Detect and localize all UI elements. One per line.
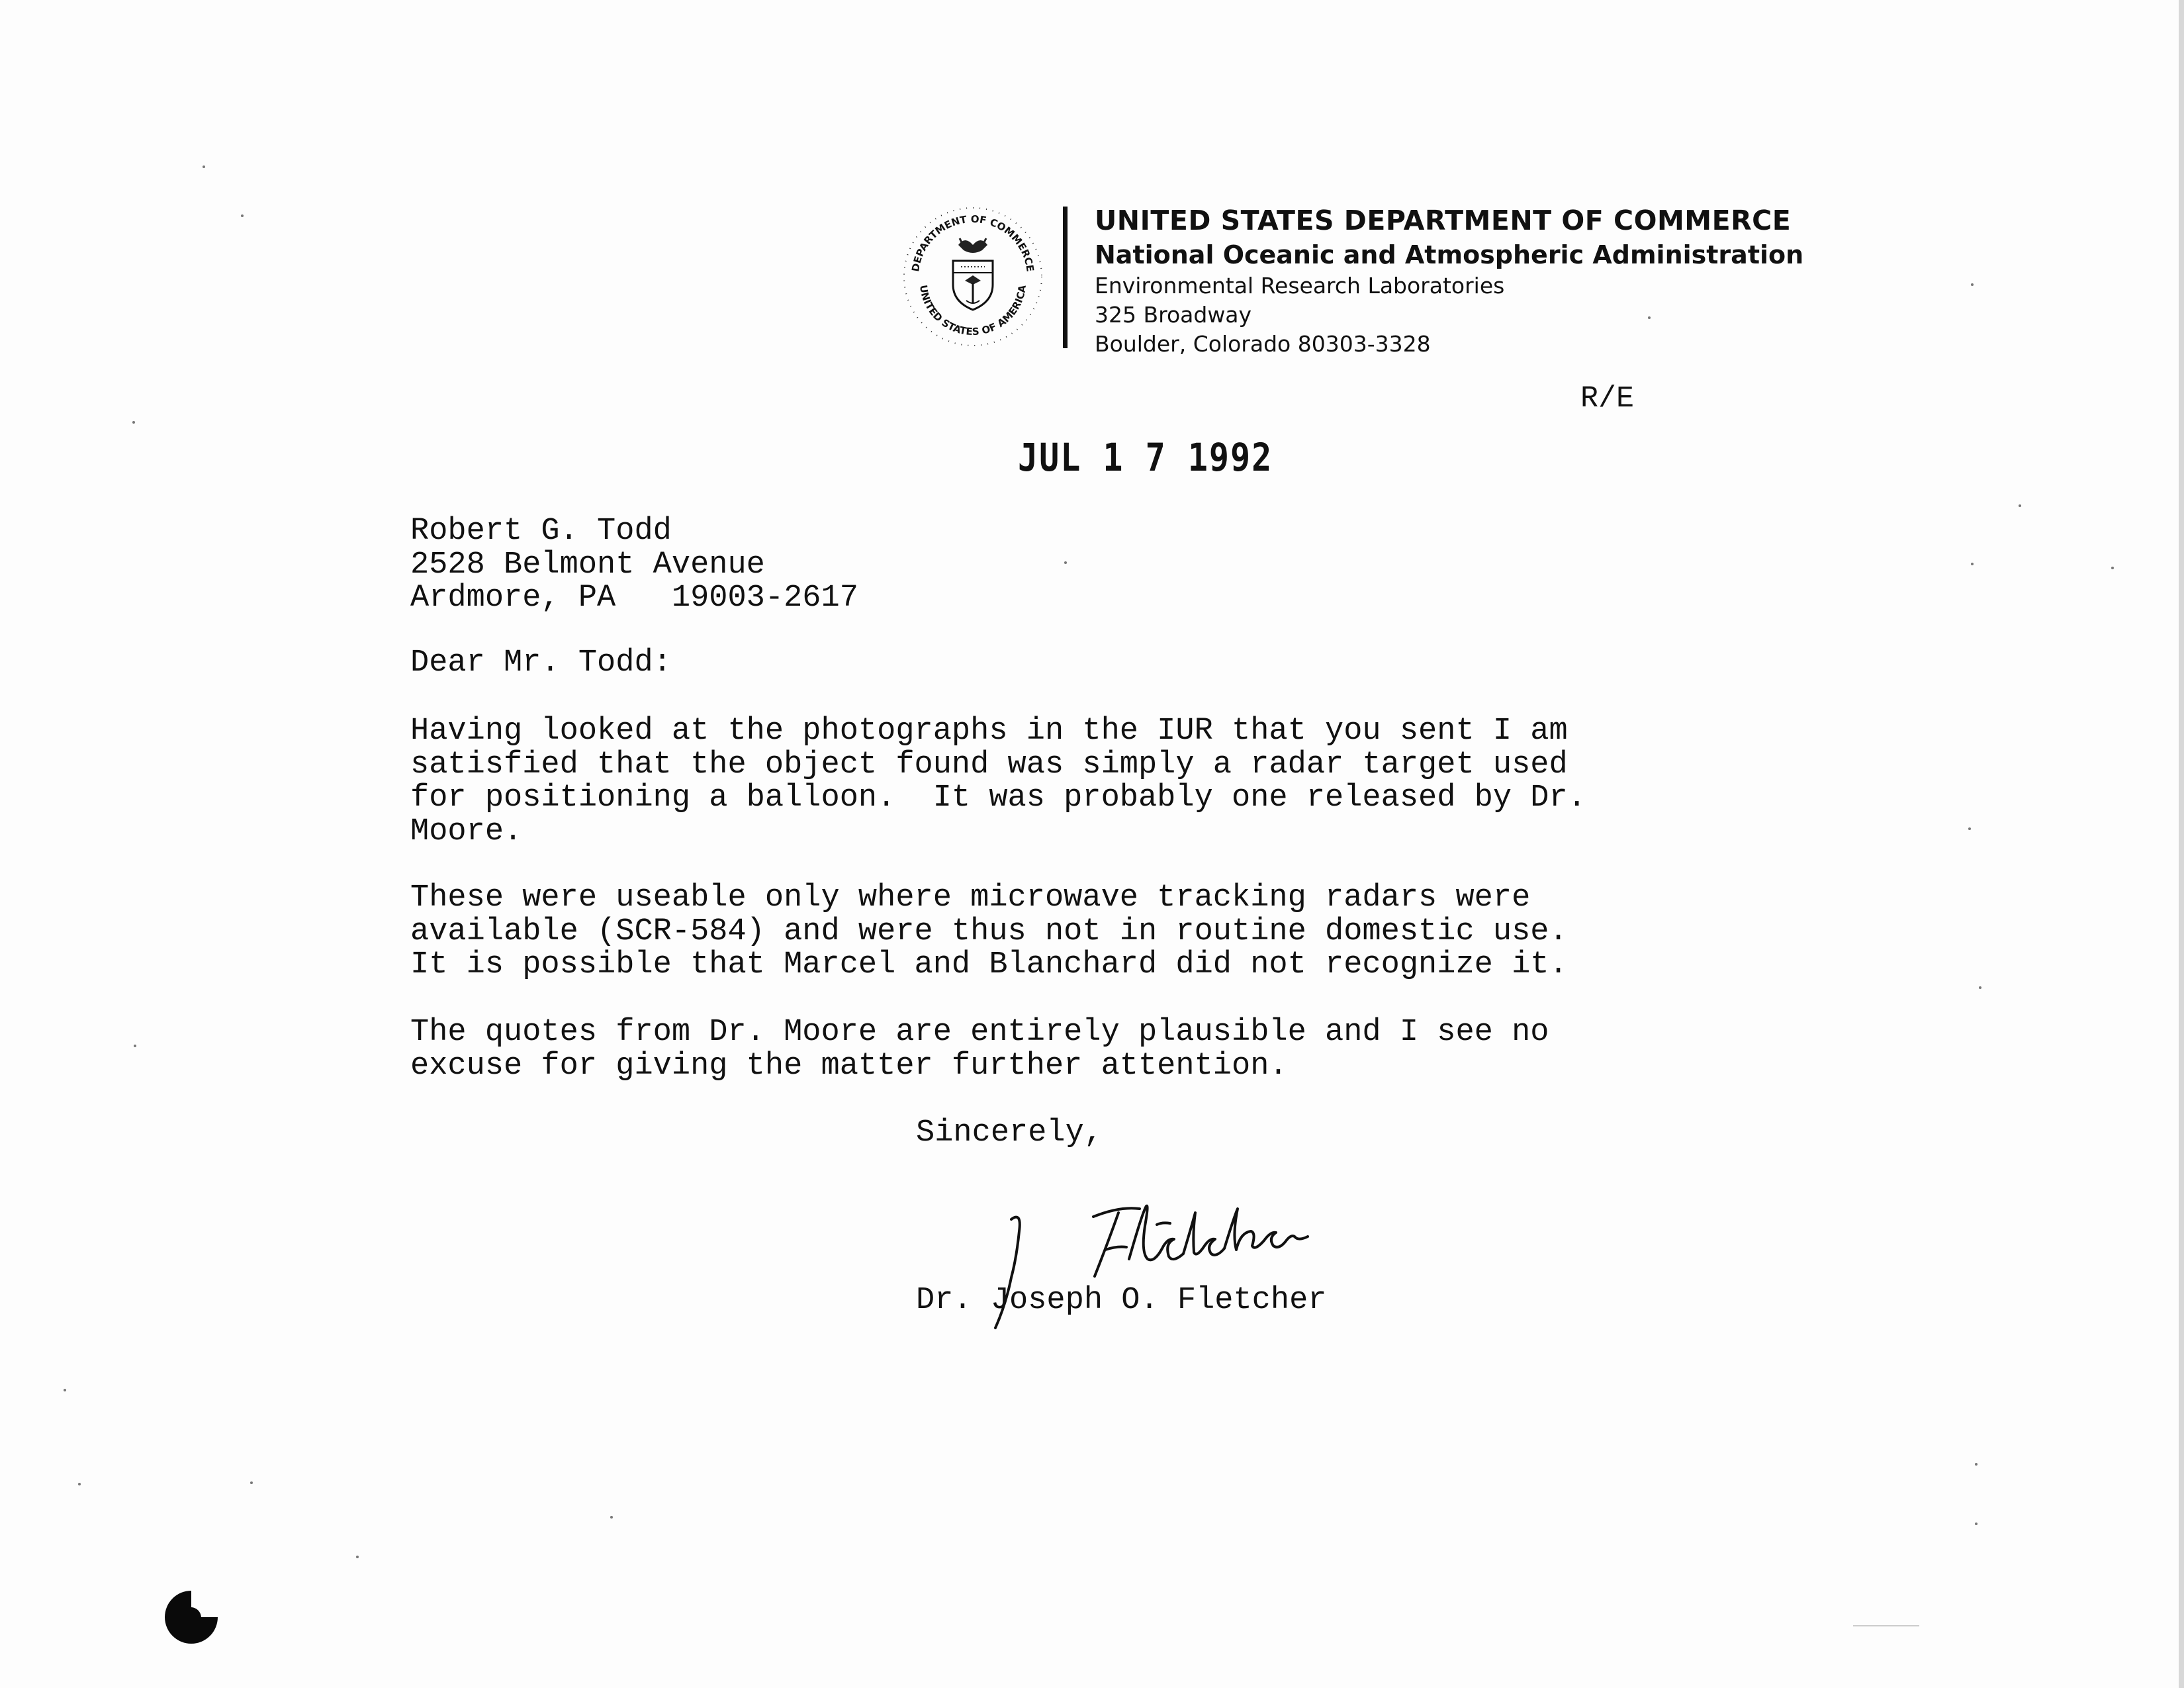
addressee-street: 2528 Belmont Avenue (410, 547, 765, 583)
addressee-city: Ardmore, PA 19003-2617 (410, 581, 858, 616)
scan-speck (1968, 827, 1971, 830)
scan-speck (1648, 316, 1651, 319)
paragraph-3: The quotes from Dr. Moore are entirely plausible and I see no excuse for giving the matter further attention. (410, 1015, 1549, 1084)
scan-speck (1975, 1463, 1978, 1466)
scan-speck (2019, 504, 2021, 507)
letterhead (1095, 203, 1803, 359)
scan-speck (241, 214, 244, 217)
scan-speck (1971, 563, 1974, 565)
office-city: Boulder, Colorado 80303-3328 (1095, 331, 1431, 357)
punch-hole-mark (161, 1587, 221, 1647)
agency-name: National Oceanic and Atmospheric Administration (1095, 240, 1804, 269)
office-street: 325 Broadway (1095, 302, 1252, 328)
office-name: Environmental Research Laboratories (1095, 273, 1505, 299)
salutation: Dear Mr. Todd: (410, 645, 672, 680)
reference-mark: R/E (1580, 382, 1635, 416)
scan-speck (64, 1389, 66, 1391)
paragraph-2: These were useable only where microwave tracking radars were available (SCR-584) and were thus not in routine domestic use. It is possible that Marcel and Blanchard did not recognize it. (410, 880, 1568, 982)
date-stamp: JUL 1 7 1992 (1018, 436, 1273, 480)
scan-speck (78, 1483, 81, 1485)
scan-speck (1979, 986, 1981, 989)
scan-edge-line (1853, 1625, 1919, 1626)
scan-edge (2179, 0, 2184, 1688)
scan-speck (134, 1045, 136, 1047)
addressee-block (410, 515, 858, 616)
letterhead-rule (1063, 207, 1068, 348)
scan-speck (132, 421, 135, 424)
scan-speck (250, 1481, 253, 1484)
commerce-seal-icon (900, 204, 1046, 350)
addressee-name: Robert G. Todd (410, 514, 672, 549)
department-name: UNITED STATES DEPARTMENT OF COMMERCE (1095, 205, 1792, 236)
signer-name: Dr. Joseph O. Fletcher (916, 1283, 1327, 1318)
paragraph-1: Having looked at the photographs in the IUR that you sent I am satisfied that the object found was simply a radar target used for positioning a balloon. It was probably one released by Dr. Moore. (410, 714, 1586, 849)
svg-text:UNITED STATES OF AMERICA: UNITED STATES OF AMERICA (917, 284, 1028, 338)
scan-speck (203, 165, 205, 168)
scan-speck (1971, 283, 1974, 286)
scan-speck (1064, 561, 1067, 564)
closing: Sincerely, (916, 1115, 1103, 1150)
scan-speck (2111, 567, 2114, 569)
scan-speck (1975, 1523, 1978, 1525)
scan-speck (610, 1516, 613, 1519)
svg-text:DEPARTMENT OF COMMERCE: DEPARTMENT OF COMMERCE (909, 212, 1036, 273)
scan-speck (356, 1556, 359, 1558)
